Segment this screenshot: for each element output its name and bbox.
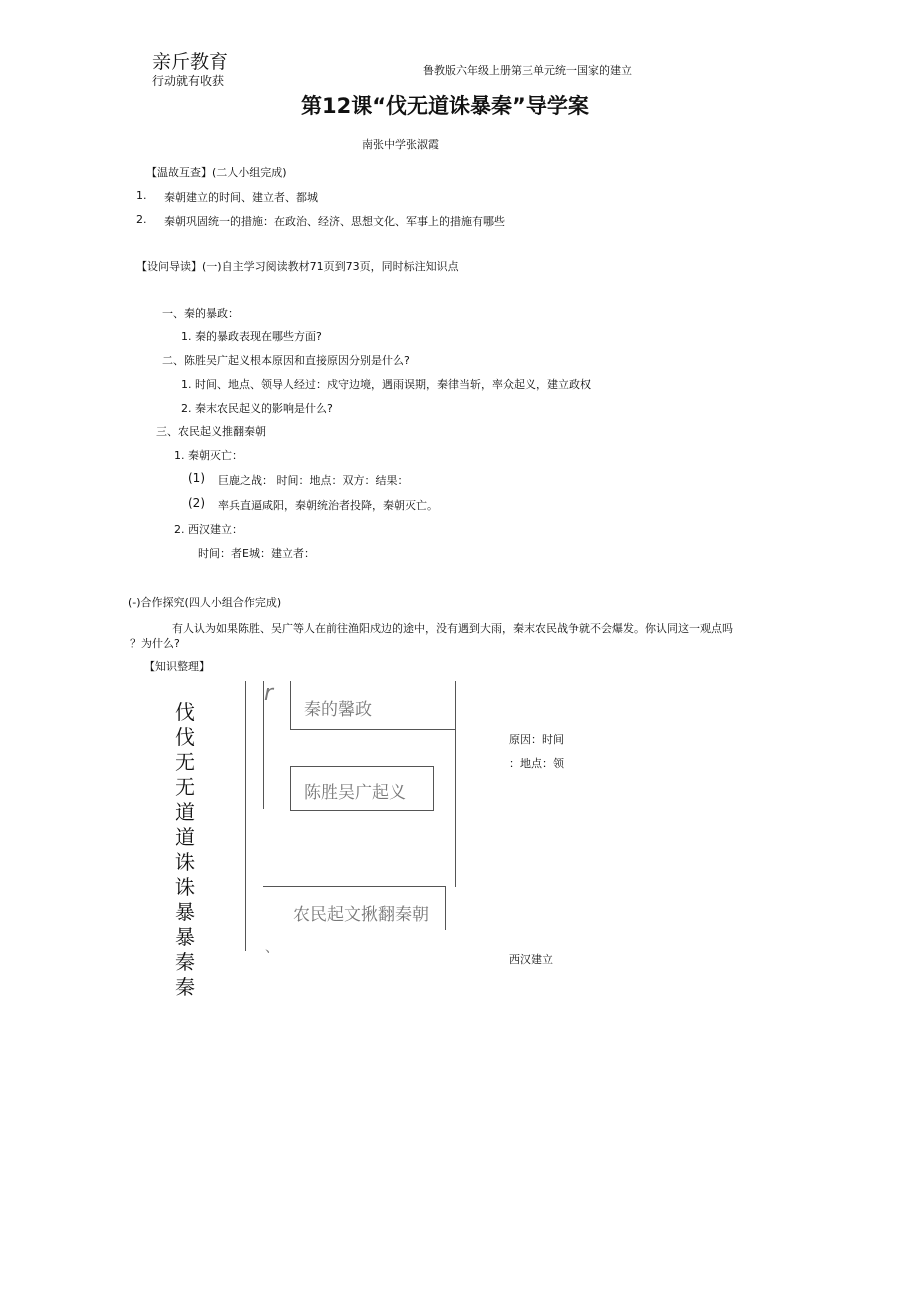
diagram-box-3-right [445, 886, 446, 930]
review-item-text: 秦朝巩固统一的措施：在政治、经济、思想文化、军事上的措施有哪些 [164, 215, 505, 228]
vertical-char: 道 [175, 825, 195, 849]
knowledge-heading: 【知识整理】 [144, 660, 210, 673]
review-item-text: 秦朝建立的时间、建立者、都城 [164, 191, 318, 204]
brand-name: 亲斤教育 [152, 51, 229, 73]
vertical-char: 暴 [175, 900, 195, 924]
explore-heading: (-)合作探究(四人小组合作完成) [128, 596, 282, 609]
vertical-char: 伐 [175, 725, 195, 749]
section-3-sub-num: (2) [188, 496, 205, 510]
section-3-item-2-detail: 时间：者E城：建立者： [198, 547, 315, 560]
vertical-char: 秦 [175, 950, 195, 974]
section-3-sub-num: (1) [188, 471, 205, 485]
section-2-heading: 二、陈胜吴广起义根本原因和直接原因分别是什么? [162, 354, 410, 367]
diagram-box-1-left [290, 681, 291, 730]
review-item-num: 2. [136, 213, 147, 226]
author-line: 南张中学张淑霞 [362, 138, 439, 151]
vertical-char: 道 [175, 800, 195, 824]
vertical-char: 暴 [175, 925, 195, 949]
section-3-item-2: 2. 西汉建立： [174, 523, 243, 536]
diagram-bracket-line [245, 681, 246, 951]
section-3-sub-a: 巨鹿之战： 时间：地点：双方：结果： [218, 474, 409, 487]
explore-question-line-1: 有人认为如果陈胜、吴广等人在前往渔阳戍边的途中，没有遇到大雨，秦末农民战争就不会爆发。你认同这一观点吗 [172, 622, 733, 635]
diagram-mark-tick: 、 [265, 940, 279, 956]
vertical-char: 伐 [175, 700, 195, 724]
section-3-heading: 三、农民起义推翻秦朝 [156, 425, 266, 438]
section-3-sub-b: 率兵直逼咸阳，秦朝统治者投降，秦朝灭亡。 [218, 499, 438, 512]
section-1-heading: 一、秦的暴政： [162, 307, 239, 320]
brand-slogan: 行动就有收获 [152, 74, 225, 88]
diagram-box-2-label: 陈胜吴广起义 [304, 783, 406, 803]
vertical-title [172, 700, 198, 1000]
page-title: 第12课“伐无道诛暴秦”导学案 [301, 94, 589, 118]
vertical-char: 无 [175, 775, 195, 799]
section-3-item-1: 1. 秦朝灭亡： [174, 449, 243, 462]
vertical-char: 诛 [175, 850, 195, 874]
diagram-note-western-han: 西汉建立 [509, 953, 553, 966]
course-info: 鲁教版六年级上册第三单元统一国家的建立 [423, 64, 632, 77]
vertical-char: 秦 [175, 975, 195, 999]
diagram-box-3-top [263, 886, 446, 887]
diagram-note-cause: 原因：时间 [509, 733, 564, 746]
section-2-question-2: 2. 秦末农民起义的影响是什么? [181, 402, 333, 415]
vertical-char: 诛 [175, 875, 195, 899]
diagram-box-3-label: 农民起文揪翻秦朝 [293, 905, 429, 925]
diagram-box-1-bottom [290, 729, 456, 730]
vertical-char: 无 [175, 750, 195, 774]
explore-question-line-2: ？为什么? [130, 637, 180, 650]
guide-heading: 【设问导读】(一)自主学习阅读教材71页到73页，同时标注知识点 [136, 260, 459, 273]
review-heading: 【温故互查】(二人小组完成) [146, 166, 287, 179]
review-item-num: 1. [136, 189, 147, 202]
diagram-mark-r: r [264, 681, 274, 706]
diagram-right-line [455, 681, 456, 887]
diagram-box-1-label: 秦的馨政 [304, 700, 372, 720]
section-2-question-1: 1. 时间、地点、领导人经过：戍守边境，遇雨误期，秦律当斩，率众起义，建立政权 [181, 378, 591, 391]
section-1-question: 1. 秦的暴政表现在哪些方面? [181, 330, 322, 343]
diagram-note-place: ：地点：领 [509, 757, 564, 770]
